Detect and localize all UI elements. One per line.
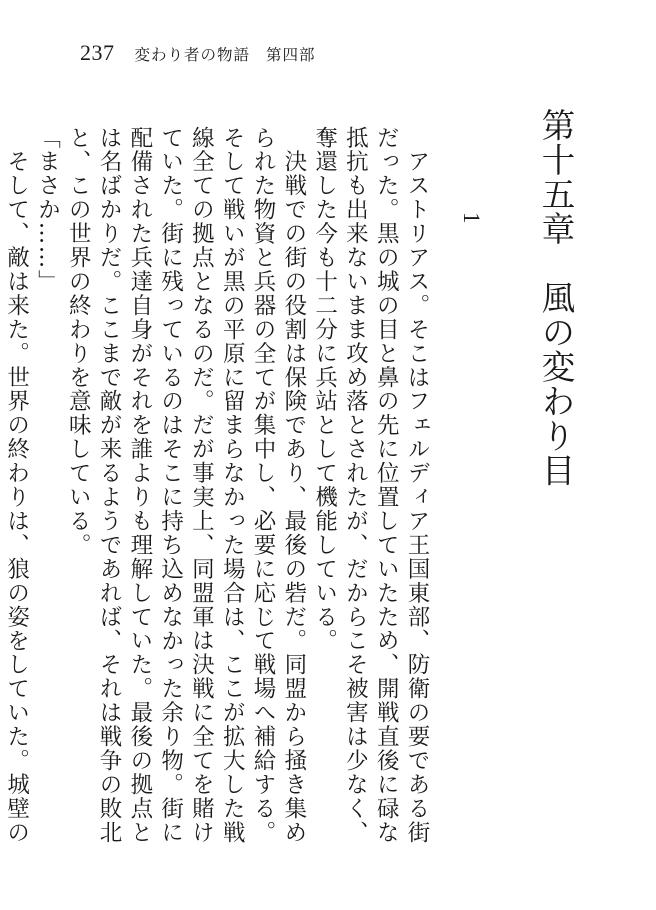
running-part-title: 第四部 [266, 46, 316, 64]
paragraph-2: 決戦での街の役割は保険であり、最後の砦だ。同盟から掻き集められた物資と兵器の全てが集中し、必要に応じて戦場へ補給する。そして戦いが黒の平原に留まらなかった場合は、ここが拡大した戦線全ての拠点となるのだ。だが事実上、同盟軍は決戦に全てを賭けていた。街に残っているのはそこに持ち込めなかった余り物。街に配備された兵達自身がそれを誰よりも理解していた。最後の拠点とは名ばかりだ。ここまで敵が来るようであれば、それは戦争の敗北と、この世界の終わりを意味している。 [65, 126, 307, 845]
body-text [3, 126, 432, 846]
running-header [80, 40, 316, 66]
paragraph-3-dialogue: 「まさか……」 [34, 126, 61, 294]
paragraph-1: アストリアス。そこはフェルディア王国東部、防衛の要である街だった。黒の城の目と鼻の先に位置していたため、開戦直後に碌な抵抗も出来ないまま攻め落とされたが、だからこそ被害は少なく、奪還した今も十二分に兵站として機能している。 [311, 126, 430, 845]
running-book-title: 変わり者の物語 [134, 46, 251, 64]
paragraph-4: そして、敵は来た。世界の終わりは、狼の姿をしていた。城壁の [3, 149, 30, 845]
section-number: 1 [459, 212, 484, 224]
page-number: 237 [80, 40, 115, 65]
chapter-title: 第十五章 風の変わり目 [536, 108, 575, 488]
